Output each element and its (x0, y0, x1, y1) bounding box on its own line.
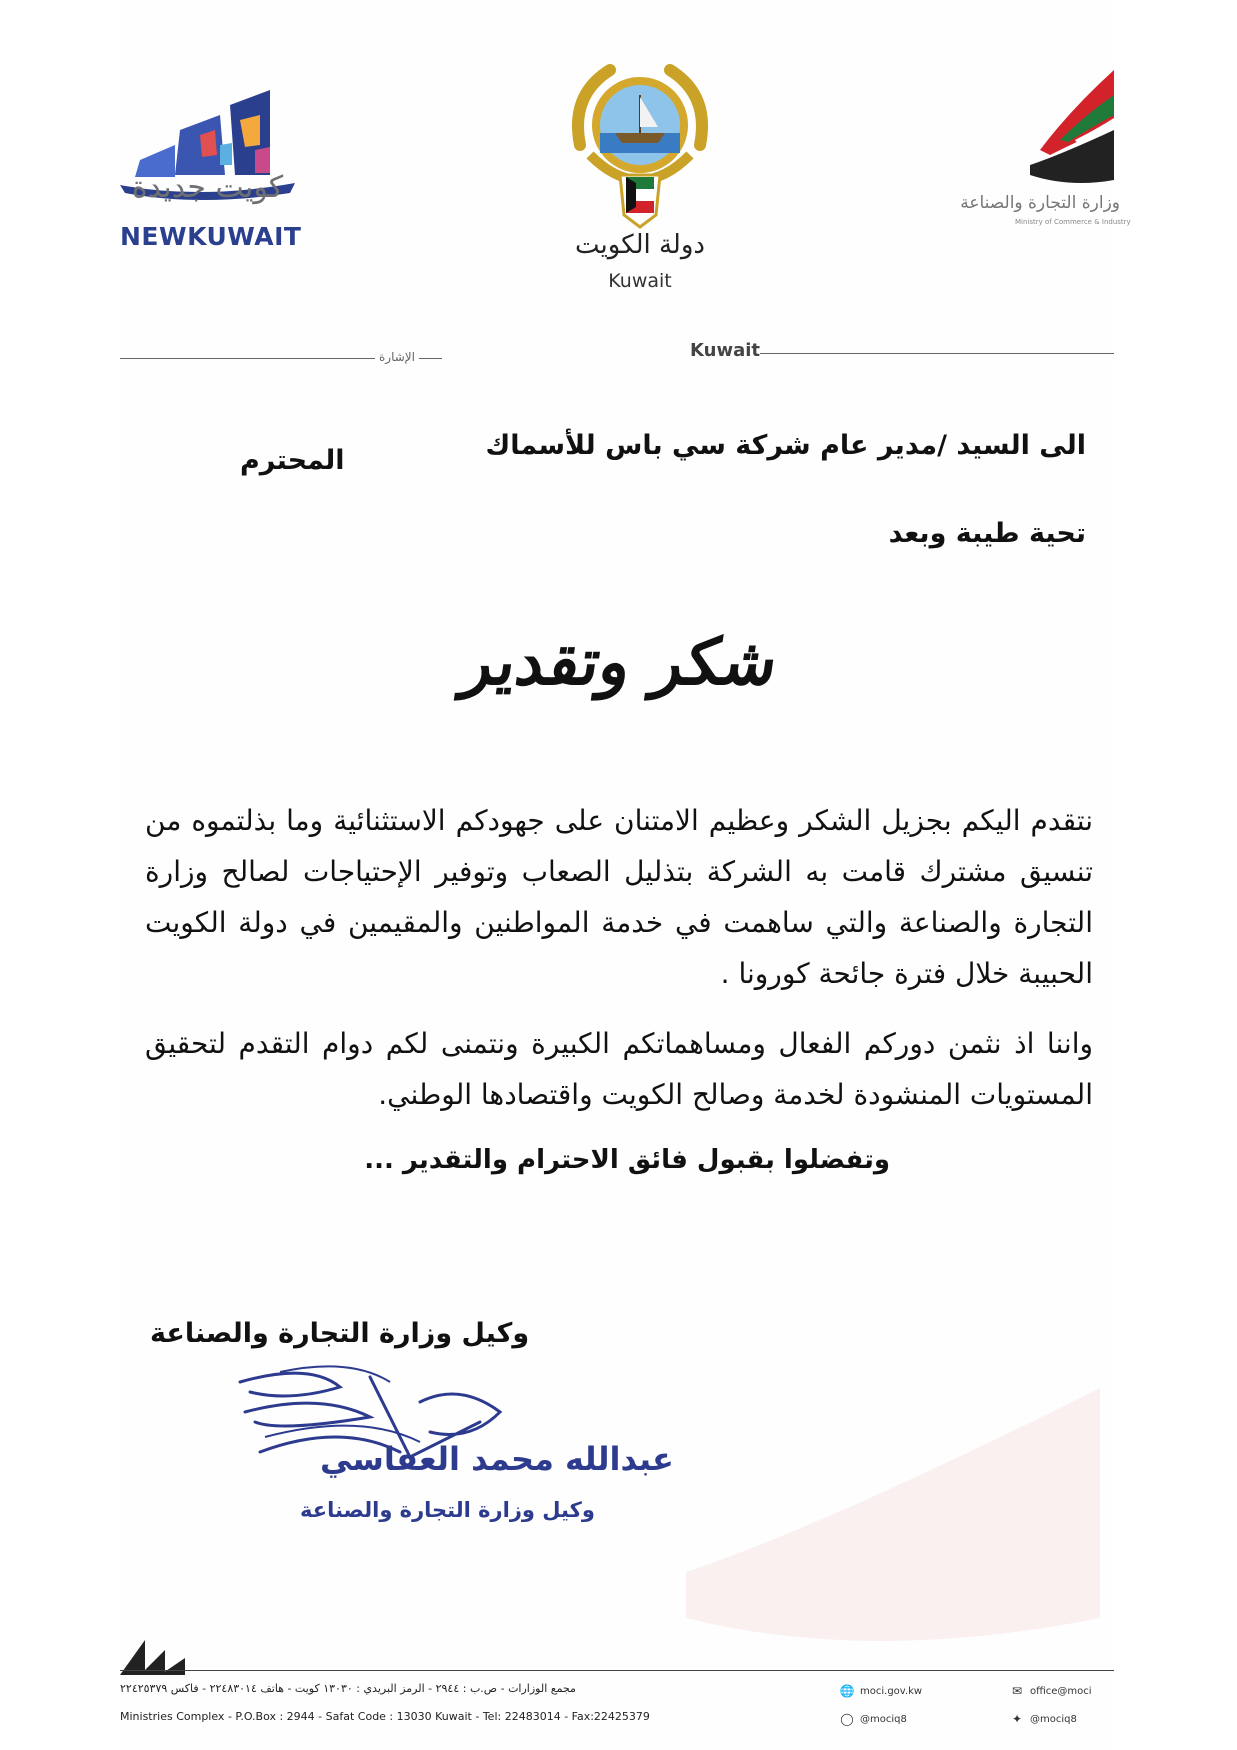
mail-icon: ✉ (1011, 1684, 1023, 1698)
signatory-name: عبدالله محمد العفاسي (320, 1440, 674, 1478)
new-kuwait-english: NEWKUWAIT (120, 222, 302, 251)
moci-name-arabic: وزارة التجارة والصناعة (960, 193, 1120, 213)
signatory-position: وكيل وزارة التجارة والصناعة (300, 1498, 595, 1522)
footer-address-arabic: مجمع الوزارات - ص.ب : ٢٩٤٤ - الرمز البريدي : ١٣٠٣٠ كويت - هاتف ٢٢٤٨٣٠١٤ - فاكس ٢٢٤٢٥٣٧٩ (120, 1682, 576, 1695)
state-name-english: Kuwait (608, 270, 672, 292)
watermark-logo (640, 1250, 1100, 1710)
footer-divider (120, 1670, 1114, 1671)
footer-instagram[interactable] (840, 1712, 907, 1726)
moci-name-english: Ministry of Commerce & Industry (1015, 218, 1131, 226)
twitter-text: @mociq8 (1030, 1713, 1077, 1725)
reference-line-right (760, 353, 1114, 354)
website-text: moci.gov.kw (860, 1685, 923, 1697)
letter-page (120, 0, 1131, 1750)
greeting: تحية طيبة وبعد (888, 518, 1086, 549)
new-kuwait-arabic: كويت جديدة (131, 170, 284, 205)
reference-label-english: Kuwait (690, 340, 760, 361)
footer-logo-icon (120, 1630, 190, 1680)
footer-email[interactable] (1010, 1684, 1092, 1698)
honorific: المحترم (240, 445, 345, 476)
twitter-icon: ✦ (1011, 1712, 1023, 1726)
body-paragraph-2: واننا اذ نثمن دوركم الفعال ومساهماتكم الكبيرة ونتمنى لكم دوام التقدم لتحقيق المستويات المنشودة لخدمة وصالح الكويت واقتصادها الوطني. (145, 1027, 1093, 1111)
globe-icon: 🌐 (839, 1684, 855, 1698)
email-text: office@moci (1030, 1685, 1092, 1697)
addressee-line: الى السيد /مدير عام شركة سي باس للأسماك (485, 430, 1086, 461)
reference-label-arabic: الإشارة (375, 350, 419, 364)
footer-website[interactable] (840, 1684, 922, 1698)
state-name-arabic: دولة الكويت (575, 230, 705, 260)
body-paragraph-1: نتقدم اليكم بجزيل الشكر وعظيم الامتنان على جهودكم الاستثنائية وما بذلتموه من تنسيق مشترك قامت به الشركة بتذليل الصعاب وتوفير الإحتياجات لصالح وزارة التجارة والصناعة والتي ساهمت في خدمة المواطنين والمقيمين في دولة الكويت الحبيبة خلال فترة جائحة كورونا . (145, 804, 1093, 990)
closing-line: وتفضلوا بقبول فائق الاحترام والتقدير ... (364, 1145, 890, 1175)
instagram-text: @mociq8 (860, 1713, 907, 1725)
letter-title: شكر وتقدير (457, 625, 783, 700)
footer-address-english: Ministries Complex - P.O.Box : 2944 - Safat Code : 13030 Kuwait - Tel: 22483014 - Fax:22425379 (120, 1710, 650, 1723)
footer-twitter[interactable] (1010, 1712, 1077, 1726)
signatory-title: وكيل وزارة التجارة والصناعة (150, 1318, 530, 1349)
kuwait-emblem-icon (560, 55, 720, 230)
instagram-icon: ◯ (840, 1712, 854, 1726)
moci-logo (1020, 70, 1114, 200)
